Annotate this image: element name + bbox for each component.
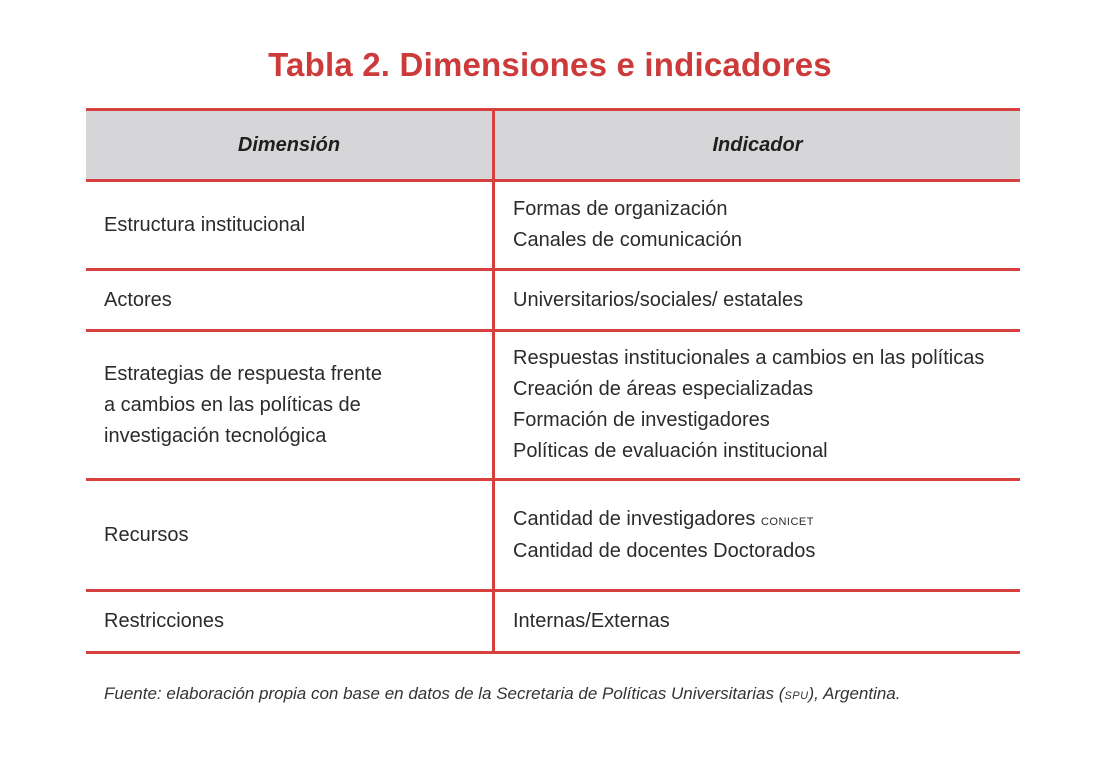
footnote-text-before: Fuente: elaboración propia con base en datos de la Secretaria de Políticas Universitarias (	[104, 684, 785, 703]
table-title: Tabla 2. Dimensiones e indicadores	[268, 46, 832, 83]
header-dimension: Dimensión	[86, 111, 495, 179]
indicator-cell	[495, 332, 1020, 478]
dimension-text: Estructura institucional	[104, 213, 306, 236]
indicator-text: Políticas de evaluación institucional	[513, 440, 828, 462]
conicet-abbr: conicet	[760, 511, 814, 529]
indicator-text: Respuestas institucionales a cambios en las políticas	[513, 347, 985, 369]
indicator-main-text: Cantidad de investigadores	[513, 507, 756, 530]
dimension-cell	[86, 592, 495, 651]
indicator-text: Creación de áreas especializadas	[513, 378, 814, 400]
indicator-text: Formación de investigadores	[513, 409, 770, 431]
dimension-text: Actores	[104, 288, 172, 311]
indicator-text: Formas de organización	[513, 198, 728, 220]
dimension-cell	[86, 271, 495, 329]
footnote-text-after: ), Argentina.	[808, 684, 901, 703]
indicator-cell	[495, 271, 1020, 329]
dimension-text: investigación tecnológica	[104, 424, 327, 447]
dimension-text: a cambios en las políticas de	[104, 393, 361, 416]
header-indicator: Indicador	[712, 133, 803, 156]
source-footnote	[104, 684, 901, 704]
table-row	[86, 271, 1020, 332]
indicator-text: Internas/Externas	[513, 610, 670, 632]
indicator-cell	[495, 481, 1020, 589]
table-row	[86, 592, 1020, 654]
dimensions-table	[86, 108, 1020, 654]
spu-abbr: spu	[784, 686, 809, 703]
table-row	[86, 182, 1020, 271]
table-header-row	[86, 108, 1020, 182]
dimension-cell	[86, 332, 495, 478]
dimension-text: Recursos	[104, 523, 189, 546]
indicator-cell	[495, 592, 1020, 651]
indicator-cell	[495, 182, 1020, 268]
dimension-text: Restricciones	[104, 610, 225, 632]
dimension-cell	[86, 481, 495, 589]
indicator-text	[513, 504, 1020, 536]
dimension-cell	[86, 182, 495, 268]
indicator-text: Canales de comunicación	[513, 229, 743, 251]
indicator-text: Universitarios/sociales/ estatales	[513, 288, 804, 311]
indicator-text: Cantidad de docentes Doctorados	[513, 539, 816, 562]
table-row	[86, 481, 1020, 592]
table-row	[86, 332, 1020, 481]
dimension-text: Estrategias de respuesta frente	[104, 362, 382, 385]
